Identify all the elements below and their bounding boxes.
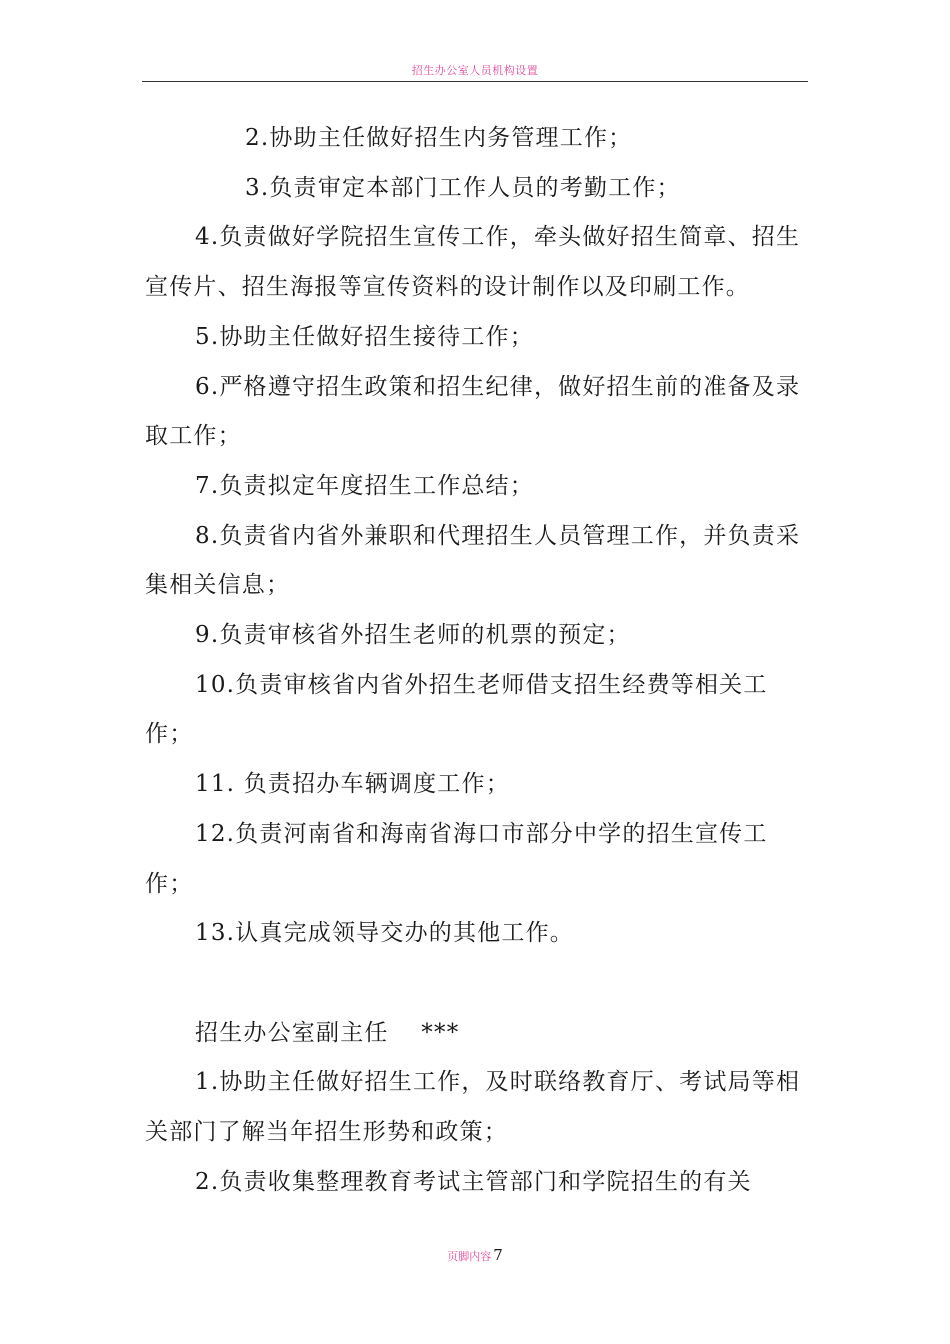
duty-item-4: 4.负责做好学院招生宣传工作，牵头做好招生简章、招生宣传片、招生海报等宣传资料的设计制作以及印刷工作。 bbox=[145, 224, 801, 301]
document-body bbox=[145, 114, 807, 1207]
duty-item-9: 9.负责审核省外招生老师的机票的预定； bbox=[195, 622, 631, 649]
deputy-duty-item-1: 1.协助主任做好招生工作，及时联络教育厅、考试局等相关部门了解当年招生形势和政策； bbox=[145, 1069, 801, 1146]
duty-item-6: 6.严格遵守招生政策和招生纪律，做好招生前的准备及录取工作； bbox=[145, 373, 801, 450]
duty-item-2: 2.协助主任做好招生内务管理工作； bbox=[245, 125, 633, 151]
duty-item-7: 7.负责拟定年度招生工作总结； bbox=[195, 472, 534, 499]
duty-item-12: 12.负责河南省和海南省海口市部分中学的招生宣传工作； bbox=[145, 820, 768, 897]
section-heading: 招生办公室副主任 *** bbox=[195, 1019, 460, 1046]
page-number: 7 bbox=[493, 1246, 503, 1264]
duty-item-10: 10.负责审核省内省外招生老师借支招生经费等相关工作； bbox=[145, 671, 768, 748]
running-header: 招生办公室人员机构设置 bbox=[411, 64, 539, 77]
duty-item-8: 8.负责省内省外兼职和代理招生人员管理工作，并负责采集相关信息； bbox=[145, 522, 801, 599]
duty-item-13: 13.认真完成领导交办的其他工作。 bbox=[195, 920, 574, 947]
deputy-duty-item-2: 2.负责收集整理教育考试主管部门和学院招生的有关 bbox=[195, 1168, 752, 1195]
page-footer bbox=[142, 1246, 808, 1264]
header-divider bbox=[142, 81, 808, 82]
section-spacer bbox=[145, 959, 807, 1009]
duty-item-11: 11. 负责招办车辆调度工作； bbox=[195, 771, 510, 798]
duty-item-5: 5.协助主任做好招生接待工作； bbox=[195, 323, 534, 350]
duty-item-3: 3.负责审定本部门工作人员的考勤工作； bbox=[245, 174, 681, 201]
footer-label: 页脚内容 bbox=[447, 1250, 492, 1263]
